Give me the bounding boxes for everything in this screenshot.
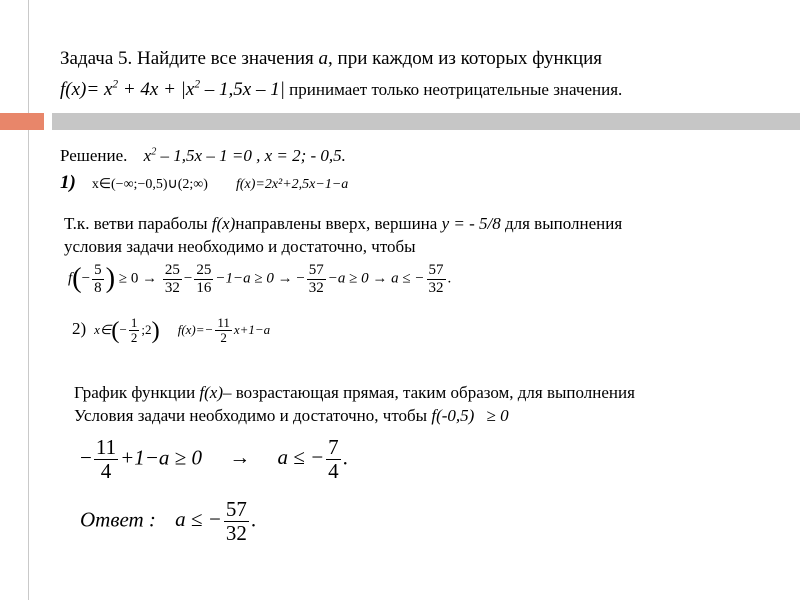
function-def: $f(x)= x^2 + 4x + |x^2 - 1,5x - 1|$ (60, 78, 285, 100)
inequality-1: f(− $\frac{5}{8}$ ) ≥ 0 → $\frac{25}{32}$ − $\frac{25}{16}$ −1−a ≥ 0 → − $\frac{57}{32}$ −a ≥ 0 → a ≤ − $\frac{57}{32}$ . (68, 262, 452, 296)
solution-label: Решение. (60, 146, 128, 165)
paragraph-1: Т.к. ветви параболы f(x)направлены вверх, вершина у = - 5/8 для выполнения (64, 214, 623, 233)
roots-equation: $x^2 - 1,5x - 1 =0$ , x = 2; - 0,5. (143, 146, 346, 165)
fraction: $\frac{5}{8}$ (94, 262, 102, 296)
case-1-domain: x∈(−∞;−0,5)∪(2;∞) (91, 177, 208, 192)
solution-line (60, 146, 346, 166)
case-1-line (60, 172, 348, 194)
problem-text: Задача 5. Найдите все значения (60, 48, 319, 69)
function-condition: принимает только неотрицательные значения. (284, 80, 623, 99)
accent-bar-gray (52, 113, 800, 130)
paragraph-2: условия задачи необходимо и достаточно, чтобы (64, 237, 416, 256)
case-1-label: 1) (60, 172, 76, 193)
case-2-domain: x∈(− $\frac{1}{2}$ ;2) (94, 315, 160, 346)
case-2-label: 2) (72, 318, 87, 338)
case-1-function: f(x)=2x²+2,5x−1−a (235, 177, 349, 192)
answer: Ответ : a ≤ − $\frac{57}{32}$ . (80, 497, 257, 546)
inequality-2: − $\frac{11}{4}$ +1−a ≥ 0 → a ≤ − $\frac{7}{4}$ . (80, 435, 348, 484)
problem-line-2 (60, 79, 622, 101)
left-margin-line (28, 0, 29, 600)
param-a: а (318, 48, 329, 69)
case-2-function: f(x)=− $\frac{11}{2}$ x+1−a (177, 315, 271, 346)
case-2-line (72, 316, 270, 346)
problem-line-1 (60, 48, 602, 70)
paragraph-4: Условия задачи необходимо и достаточно, чтобы f(-0,5) ≥ 0 (74, 406, 509, 425)
accent-bar-orange (0, 113, 44, 130)
paragraph-3: График функции f(x)– возрастающая прямая, таким образом, для выполнения (74, 383, 635, 402)
answer-label: Ответ : (80, 507, 156, 532)
problem-text-end: , при каждом из которых функция (328, 48, 603, 69)
